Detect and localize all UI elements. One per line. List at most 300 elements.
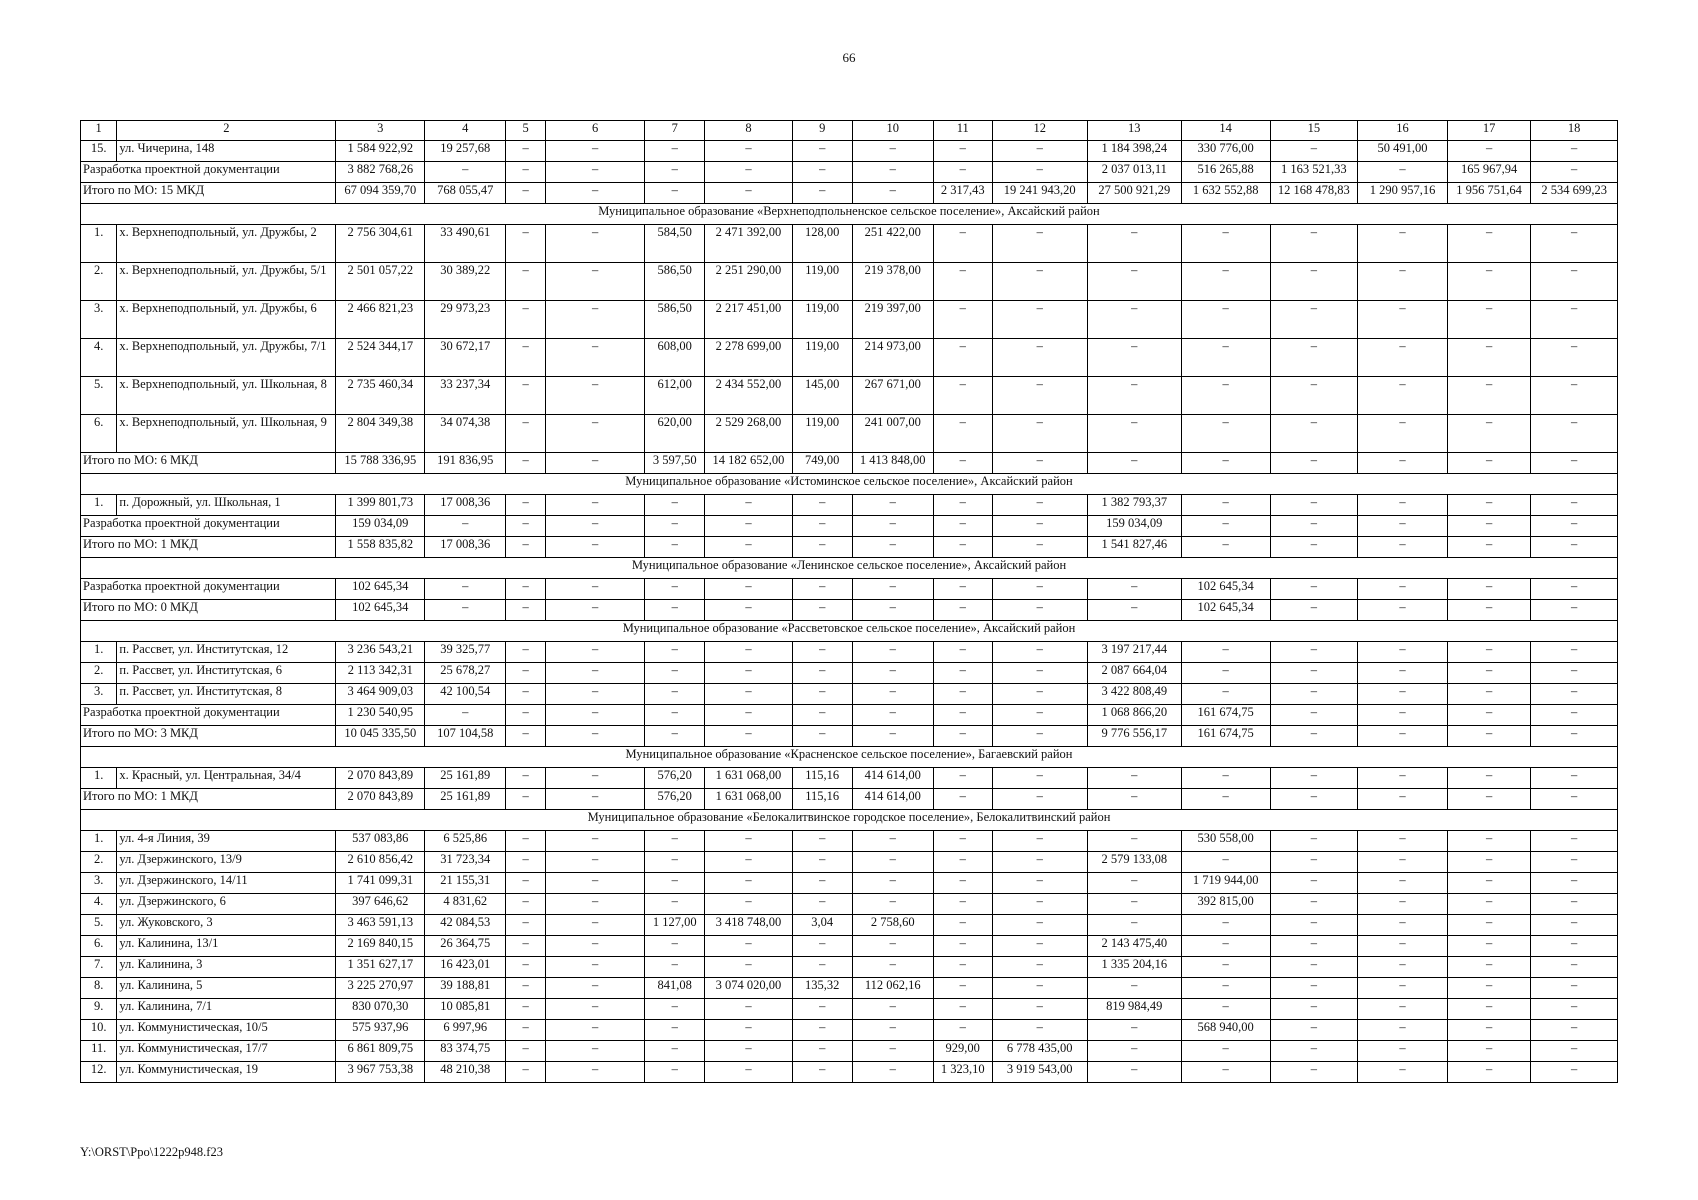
municipality-section-row	[81, 204, 1618, 225]
value-cell: 3 418 748,00	[705, 915, 793, 936]
column-number-header: 15	[1270, 121, 1358, 141]
value-cell: 21 155,31	[425, 873, 506, 894]
building-row	[81, 663, 1618, 684]
value-cell: 10 085,81	[425, 999, 506, 1020]
value-cell: –	[506, 141, 546, 162]
summary-value-cell: –	[425, 579, 506, 600]
summary-value-cell: 17 008,36	[425, 537, 506, 558]
building-address: ул. 4-я Линия, 39	[117, 831, 336, 852]
value-cell: –	[705, 999, 793, 1020]
value-cell: –	[645, 141, 705, 162]
value-cell: –	[1531, 141, 1618, 162]
summary-value-cell: –	[792, 183, 852, 204]
building-row	[81, 1062, 1618, 1083]
value-cell: 2 756 304,61	[336, 225, 425, 263]
value-cell: –	[792, 957, 852, 978]
value-cell: –	[933, 642, 992, 663]
value-cell: 29 973,23	[425, 301, 506, 339]
summary-value-cell: –	[1531, 537, 1618, 558]
value-cell: –	[506, 852, 546, 873]
summary-value-cell: –	[852, 726, 933, 747]
value-cell: –	[545, 225, 644, 263]
summary-value-cell: –	[1087, 453, 1181, 474]
summary-value-cell: 161 674,75	[1181, 726, 1270, 747]
value-cell: –	[506, 377, 546, 415]
value-cell: –	[1270, 495, 1358, 516]
summary-value-cell: –	[933, 516, 992, 537]
row-number: 1.	[81, 831, 117, 852]
value-cell: –	[1270, 1020, 1358, 1041]
value-cell: –	[545, 936, 644, 957]
column-number-header: 16	[1358, 121, 1448, 141]
summary-value-cell: 67 094 359,70	[336, 183, 425, 204]
value-cell: –	[1181, 1062, 1270, 1083]
value-cell: –	[1447, 957, 1530, 978]
value-cell: –	[1270, 936, 1358, 957]
value-cell: –	[992, 978, 1087, 999]
municipality-section-title: Муниципальное образование «Рассветовское сельское поселение», Аксайский район	[81, 621, 1618, 642]
building-row	[81, 642, 1618, 663]
value-cell: –	[1087, 339, 1181, 377]
summary-value-cell: –	[1531, 705, 1618, 726]
summary-value-cell: –	[705, 537, 793, 558]
value-cell: –	[1358, 957, 1448, 978]
value-cell: 135,32	[792, 978, 852, 999]
value-cell: 2 169 840,15	[336, 936, 425, 957]
row-number: 9.	[81, 999, 117, 1020]
summary-value-cell: –	[545, 162, 644, 183]
building-row	[81, 301, 1618, 339]
value-cell: 841,08	[645, 978, 705, 999]
summary-value-cell: –	[645, 726, 705, 747]
summary-row-label: Разработка проектной документации	[81, 516, 336, 537]
value-cell: –	[1358, 936, 1448, 957]
municipality-section-row	[81, 810, 1618, 831]
value-cell: –	[992, 1020, 1087, 1041]
value-cell: –	[645, 684, 705, 705]
value-cell: 39 325,77	[425, 642, 506, 663]
value-cell: –	[852, 642, 933, 663]
summary-value-cell: –	[705, 183, 793, 204]
value-cell: –	[792, 684, 852, 705]
value-cell: –	[506, 1041, 546, 1062]
summary-value-cell: –	[1531, 600, 1618, 621]
value-cell: –	[1358, 1041, 1448, 1062]
value-cell: –	[506, 894, 546, 915]
summary-value-cell: –	[425, 516, 506, 537]
value-cell: –	[933, 663, 992, 684]
value-cell: –	[645, 1062, 705, 1083]
summary-row-label: Итого по МО: 1 МКД	[81, 789, 336, 810]
value-cell: –	[1181, 684, 1270, 705]
summary-value-cell: –	[705, 726, 793, 747]
value-cell: 6 997,96	[425, 1020, 506, 1041]
summary-value-cell: –	[792, 705, 852, 726]
value-cell: 241 007,00	[852, 415, 933, 453]
value-cell: –	[645, 894, 705, 915]
value-cell: –	[1447, 495, 1530, 516]
value-cell: 330 776,00	[1181, 141, 1270, 162]
value-cell: –	[1087, 1020, 1181, 1041]
summary-value-cell: –	[933, 579, 992, 600]
value-cell: 42 084,53	[425, 915, 506, 936]
summary-value-cell: –	[1270, 453, 1358, 474]
row-number: 11.	[81, 1041, 117, 1062]
column-number-header: 2	[117, 121, 336, 141]
value-cell: –	[852, 1020, 933, 1041]
value-cell: –	[1531, 831, 1618, 852]
row-number: 1.	[81, 768, 117, 789]
value-cell: –	[506, 1020, 546, 1041]
value-cell: 2 113 342,31	[336, 663, 425, 684]
value-cell: 2 087 664,04	[1087, 663, 1181, 684]
value-cell: 2 610 856,42	[336, 852, 425, 873]
summary-value-cell: –	[1447, 516, 1530, 537]
summary-value-cell: –	[1531, 726, 1618, 747]
value-cell: –	[1087, 1062, 1181, 1083]
row-number: 2.	[81, 852, 117, 873]
value-cell: –	[992, 642, 1087, 663]
value-cell: –	[1087, 377, 1181, 415]
value-cell: –	[545, 894, 644, 915]
value-cell: 6 778 435,00	[992, 1041, 1087, 1062]
summary-value-cell: –	[992, 705, 1087, 726]
value-cell: –	[1358, 852, 1448, 873]
municipality-section-title: Муниципальное образование «Красненское сельское поселение», Багаевский район	[81, 747, 1618, 768]
value-cell: –	[506, 663, 546, 684]
value-cell: –	[1358, 978, 1448, 999]
summary-value-cell: 2 534 699,23	[1531, 183, 1618, 204]
value-cell: 2 735 460,34	[336, 377, 425, 415]
value-cell: –	[792, 999, 852, 1020]
summary-value-cell: –	[1447, 705, 1530, 726]
value-cell: –	[1087, 915, 1181, 936]
summary-value-cell: –	[1270, 537, 1358, 558]
value-cell: –	[645, 852, 705, 873]
summary-value-cell: 2 070 843,89	[336, 789, 425, 810]
summary-value-cell: 414 614,00	[852, 789, 933, 810]
value-cell: 17 008,36	[425, 495, 506, 516]
summary-value-cell: –	[1270, 705, 1358, 726]
summary-value-cell: –	[852, 579, 933, 600]
building-row	[81, 978, 1618, 999]
summary-value-cell: –	[506, 789, 546, 810]
summary-value-cell: –	[1447, 579, 1530, 600]
value-cell: –	[1270, 415, 1358, 453]
value-cell: –	[1358, 225, 1448, 263]
value-cell: –	[852, 684, 933, 705]
building-address: х. Верхнеподпольный, ул. Дружбы, 5/1	[117, 263, 336, 301]
value-cell: –	[1181, 957, 1270, 978]
value-cell: –	[933, 915, 992, 936]
value-cell: –	[992, 936, 1087, 957]
summary-value-cell: –	[506, 726, 546, 747]
value-cell: –	[1447, 339, 1530, 377]
value-cell: –	[1531, 225, 1618, 263]
value-cell: –	[545, 852, 644, 873]
value-cell: –	[705, 1020, 793, 1041]
summary-value-cell: 102 645,34	[336, 579, 425, 600]
value-cell: –	[792, 1062, 852, 1083]
value-cell: –	[1181, 999, 1270, 1020]
summary-value-cell: –	[933, 600, 992, 621]
value-cell: –	[1270, 978, 1358, 999]
summary-value-cell: –	[1087, 600, 1181, 621]
summary-value-cell: 3 597,50	[645, 453, 705, 474]
value-cell: –	[992, 339, 1087, 377]
row-number: 4.	[81, 894, 117, 915]
value-cell: –	[933, 894, 992, 915]
value-cell: –	[506, 642, 546, 663]
summary-value-cell: –	[1181, 537, 1270, 558]
value-cell: –	[1531, 768, 1618, 789]
value-cell: –	[852, 663, 933, 684]
value-cell: –	[545, 1062, 644, 1083]
value-cell: –	[992, 141, 1087, 162]
value-cell: 397 646,62	[336, 894, 425, 915]
value-cell: –	[792, 141, 852, 162]
value-cell: –	[1270, 873, 1358, 894]
value-cell: –	[645, 873, 705, 894]
value-cell: –	[1447, 831, 1530, 852]
value-cell: –	[645, 831, 705, 852]
value-cell: –	[1270, 957, 1358, 978]
value-cell: –	[705, 1041, 793, 1062]
summary-value-cell: –	[705, 516, 793, 537]
value-cell: 42 100,54	[425, 684, 506, 705]
value-cell: –	[992, 915, 1087, 936]
value-cell: –	[645, 663, 705, 684]
value-cell: –	[1531, 301, 1618, 339]
summary-value-cell: 576,20	[645, 789, 705, 810]
building-address: п. Рассвет, ул. Институтская, 12	[117, 642, 336, 663]
summary-value-cell: –	[545, 600, 644, 621]
summary-row	[81, 579, 1618, 600]
summary-value-cell: 1 631 068,00	[705, 789, 793, 810]
value-cell: –	[1531, 263, 1618, 301]
summary-value-cell: –	[1358, 516, 1448, 537]
summary-value-cell: –	[1358, 453, 1448, 474]
value-cell: –	[933, 225, 992, 263]
summary-row	[81, 516, 1618, 537]
value-cell: 267 671,00	[852, 377, 933, 415]
value-cell: 112 062,16	[852, 978, 933, 999]
summary-value-cell: –	[645, 579, 705, 600]
summary-value-cell: –	[545, 537, 644, 558]
value-cell: –	[506, 978, 546, 999]
value-cell: 119,00	[792, 263, 852, 301]
summary-value-cell: –	[705, 600, 793, 621]
value-cell: –	[933, 377, 992, 415]
value-cell: –	[792, 1020, 852, 1041]
building-address: х. Красный, ул. Центральная, 34/4	[117, 768, 336, 789]
building-address: ул. Калинина, 5	[117, 978, 336, 999]
value-cell: –	[992, 873, 1087, 894]
summary-value-cell: –	[992, 516, 1087, 537]
summary-value-cell: –	[645, 705, 705, 726]
value-cell: 26 364,75	[425, 936, 506, 957]
summary-value-cell: 159 034,09	[1087, 516, 1181, 537]
summary-row-label: Итого по МО: 0 МКД	[81, 600, 336, 621]
value-cell: –	[933, 339, 992, 377]
building-address: ул. Коммунистическая, 10/5	[117, 1020, 336, 1041]
value-cell: –	[1531, 999, 1618, 1020]
column-number-header: 17	[1447, 121, 1530, 141]
value-cell: 3,04	[792, 915, 852, 936]
summary-row-label: Разработка проектной документации	[81, 162, 336, 183]
building-row	[81, 263, 1618, 301]
value-cell: –	[1087, 978, 1181, 999]
summary-row-label: Итого по МО: 6 МКД	[81, 453, 336, 474]
row-number: 2.	[81, 663, 117, 684]
building-row	[81, 831, 1618, 852]
summary-row	[81, 705, 1618, 726]
value-cell: –	[1531, 957, 1618, 978]
summary-value-cell: –	[992, 537, 1087, 558]
value-cell: –	[645, 999, 705, 1020]
row-number: 2.	[81, 263, 117, 301]
summary-value-cell: –	[1358, 537, 1448, 558]
summary-value-cell: 1 558 835,82	[336, 537, 425, 558]
value-cell: –	[1447, 684, 1530, 705]
summary-value-cell: –	[1447, 453, 1530, 474]
value-cell: –	[545, 339, 644, 377]
summary-value-cell: –	[1358, 726, 1448, 747]
summary-row	[81, 600, 1618, 621]
value-cell: 2 434 552,00	[705, 377, 793, 415]
value-cell: 1 741 099,31	[336, 873, 425, 894]
summary-value-cell: 10 045 335,50	[336, 726, 425, 747]
building-address: ул. Коммунистическая, 17/7	[117, 1041, 336, 1062]
summary-value-cell: 1 230 540,95	[336, 705, 425, 726]
column-number-header: 8	[705, 121, 793, 141]
summary-value-cell: –	[1270, 789, 1358, 810]
value-cell: –	[852, 936, 933, 957]
value-cell: 2 501 057,22	[336, 263, 425, 301]
building-address: п. Дорожный, ул. Школьная, 1	[117, 495, 336, 516]
value-cell: –	[705, 141, 793, 162]
building-row	[81, 957, 1618, 978]
value-cell: 1 382 793,37	[1087, 495, 1181, 516]
building-row	[81, 894, 1618, 915]
value-cell: –	[506, 301, 546, 339]
value-cell: –	[705, 936, 793, 957]
municipality-section-row	[81, 621, 1618, 642]
summary-value-cell: 27 500 921,29	[1087, 183, 1181, 204]
summary-row-label: Разработка проектной документации	[81, 579, 336, 600]
value-cell: –	[705, 873, 793, 894]
summary-row-label: Итого по МО: 15 МКД	[81, 183, 336, 204]
value-cell: 34 074,38	[425, 415, 506, 453]
summary-value-cell: –	[992, 600, 1087, 621]
value-cell: –	[992, 301, 1087, 339]
building-row	[81, 141, 1618, 162]
value-cell: –	[1181, 915, 1270, 936]
value-cell: 575 937,96	[336, 1020, 425, 1041]
value-cell: 16 423,01	[425, 957, 506, 978]
value-cell: –	[1358, 831, 1448, 852]
summary-value-cell: –	[992, 789, 1087, 810]
summary-value-cell: –	[992, 726, 1087, 747]
value-cell: –	[1531, 495, 1618, 516]
column-number-header: 6	[545, 121, 644, 141]
value-cell: 1 335 204,16	[1087, 957, 1181, 978]
value-cell: –	[852, 852, 933, 873]
value-cell: –	[933, 831, 992, 852]
value-cell: –	[1181, 225, 1270, 263]
summary-value-cell: 12 168 478,83	[1270, 183, 1358, 204]
value-cell: –	[1181, 495, 1270, 516]
summary-value-cell: –	[645, 183, 705, 204]
building-row	[81, 495, 1618, 516]
value-cell: –	[506, 768, 546, 789]
value-cell: –	[1087, 225, 1181, 263]
value-cell: –	[992, 495, 1087, 516]
value-cell: –	[1531, 663, 1618, 684]
value-cell: –	[1447, 1062, 1530, 1083]
value-cell: –	[545, 978, 644, 999]
value-cell: –	[1531, 936, 1618, 957]
value-cell: 2 804 349,38	[336, 415, 425, 453]
value-cell: 30 389,22	[425, 263, 506, 301]
value-cell: –	[705, 495, 793, 516]
row-number: 6.	[81, 936, 117, 957]
value-cell: –	[645, 642, 705, 663]
value-cell: 48 210,38	[425, 1062, 506, 1083]
value-cell: –	[792, 831, 852, 852]
value-cell: –	[792, 663, 852, 684]
value-cell: 612,00	[645, 377, 705, 415]
building-address: х. Верхнеподпольный, ул. Школьная, 8	[117, 377, 336, 415]
column-number-header: 10	[852, 121, 933, 141]
value-cell: –	[1447, 377, 1530, 415]
building-address: п. Рассвет, ул. Институтская, 6	[117, 663, 336, 684]
value-cell: 115,16	[792, 768, 852, 789]
value-cell: –	[792, 873, 852, 894]
value-cell: 830 070,30	[336, 999, 425, 1020]
value-cell: 3 236 543,21	[336, 642, 425, 663]
summary-value-cell: –	[852, 705, 933, 726]
value-cell: –	[1270, 339, 1358, 377]
summary-value-cell: –	[1447, 600, 1530, 621]
value-cell: 1 323,10	[933, 1062, 992, 1083]
summary-row	[81, 789, 1618, 810]
value-cell: –	[545, 873, 644, 894]
municipality-section-row	[81, 558, 1618, 579]
value-cell: –	[933, 263, 992, 301]
value-cell: 392 815,00	[1181, 894, 1270, 915]
column-number-header: 12	[992, 121, 1087, 141]
value-cell: –	[1358, 1062, 1448, 1083]
value-cell: –	[1531, 1062, 1618, 1083]
row-number: 7.	[81, 957, 117, 978]
building-row	[81, 1041, 1618, 1062]
summary-value-cell: –	[1087, 789, 1181, 810]
value-cell: –	[1270, 999, 1358, 1020]
building-row	[81, 915, 1618, 936]
summary-value-cell: –	[792, 579, 852, 600]
value-cell: –	[852, 1041, 933, 1062]
value-cell: –	[1447, 225, 1530, 263]
value-cell: 2 070 843,89	[336, 768, 425, 789]
value-cell: –	[1270, 915, 1358, 936]
value-cell: –	[1531, 978, 1618, 999]
value-cell: –	[1270, 831, 1358, 852]
column-number-header: 11	[933, 121, 992, 141]
summary-value-cell: –	[425, 705, 506, 726]
summary-value-cell: –	[1270, 726, 1358, 747]
summary-row	[81, 537, 1618, 558]
